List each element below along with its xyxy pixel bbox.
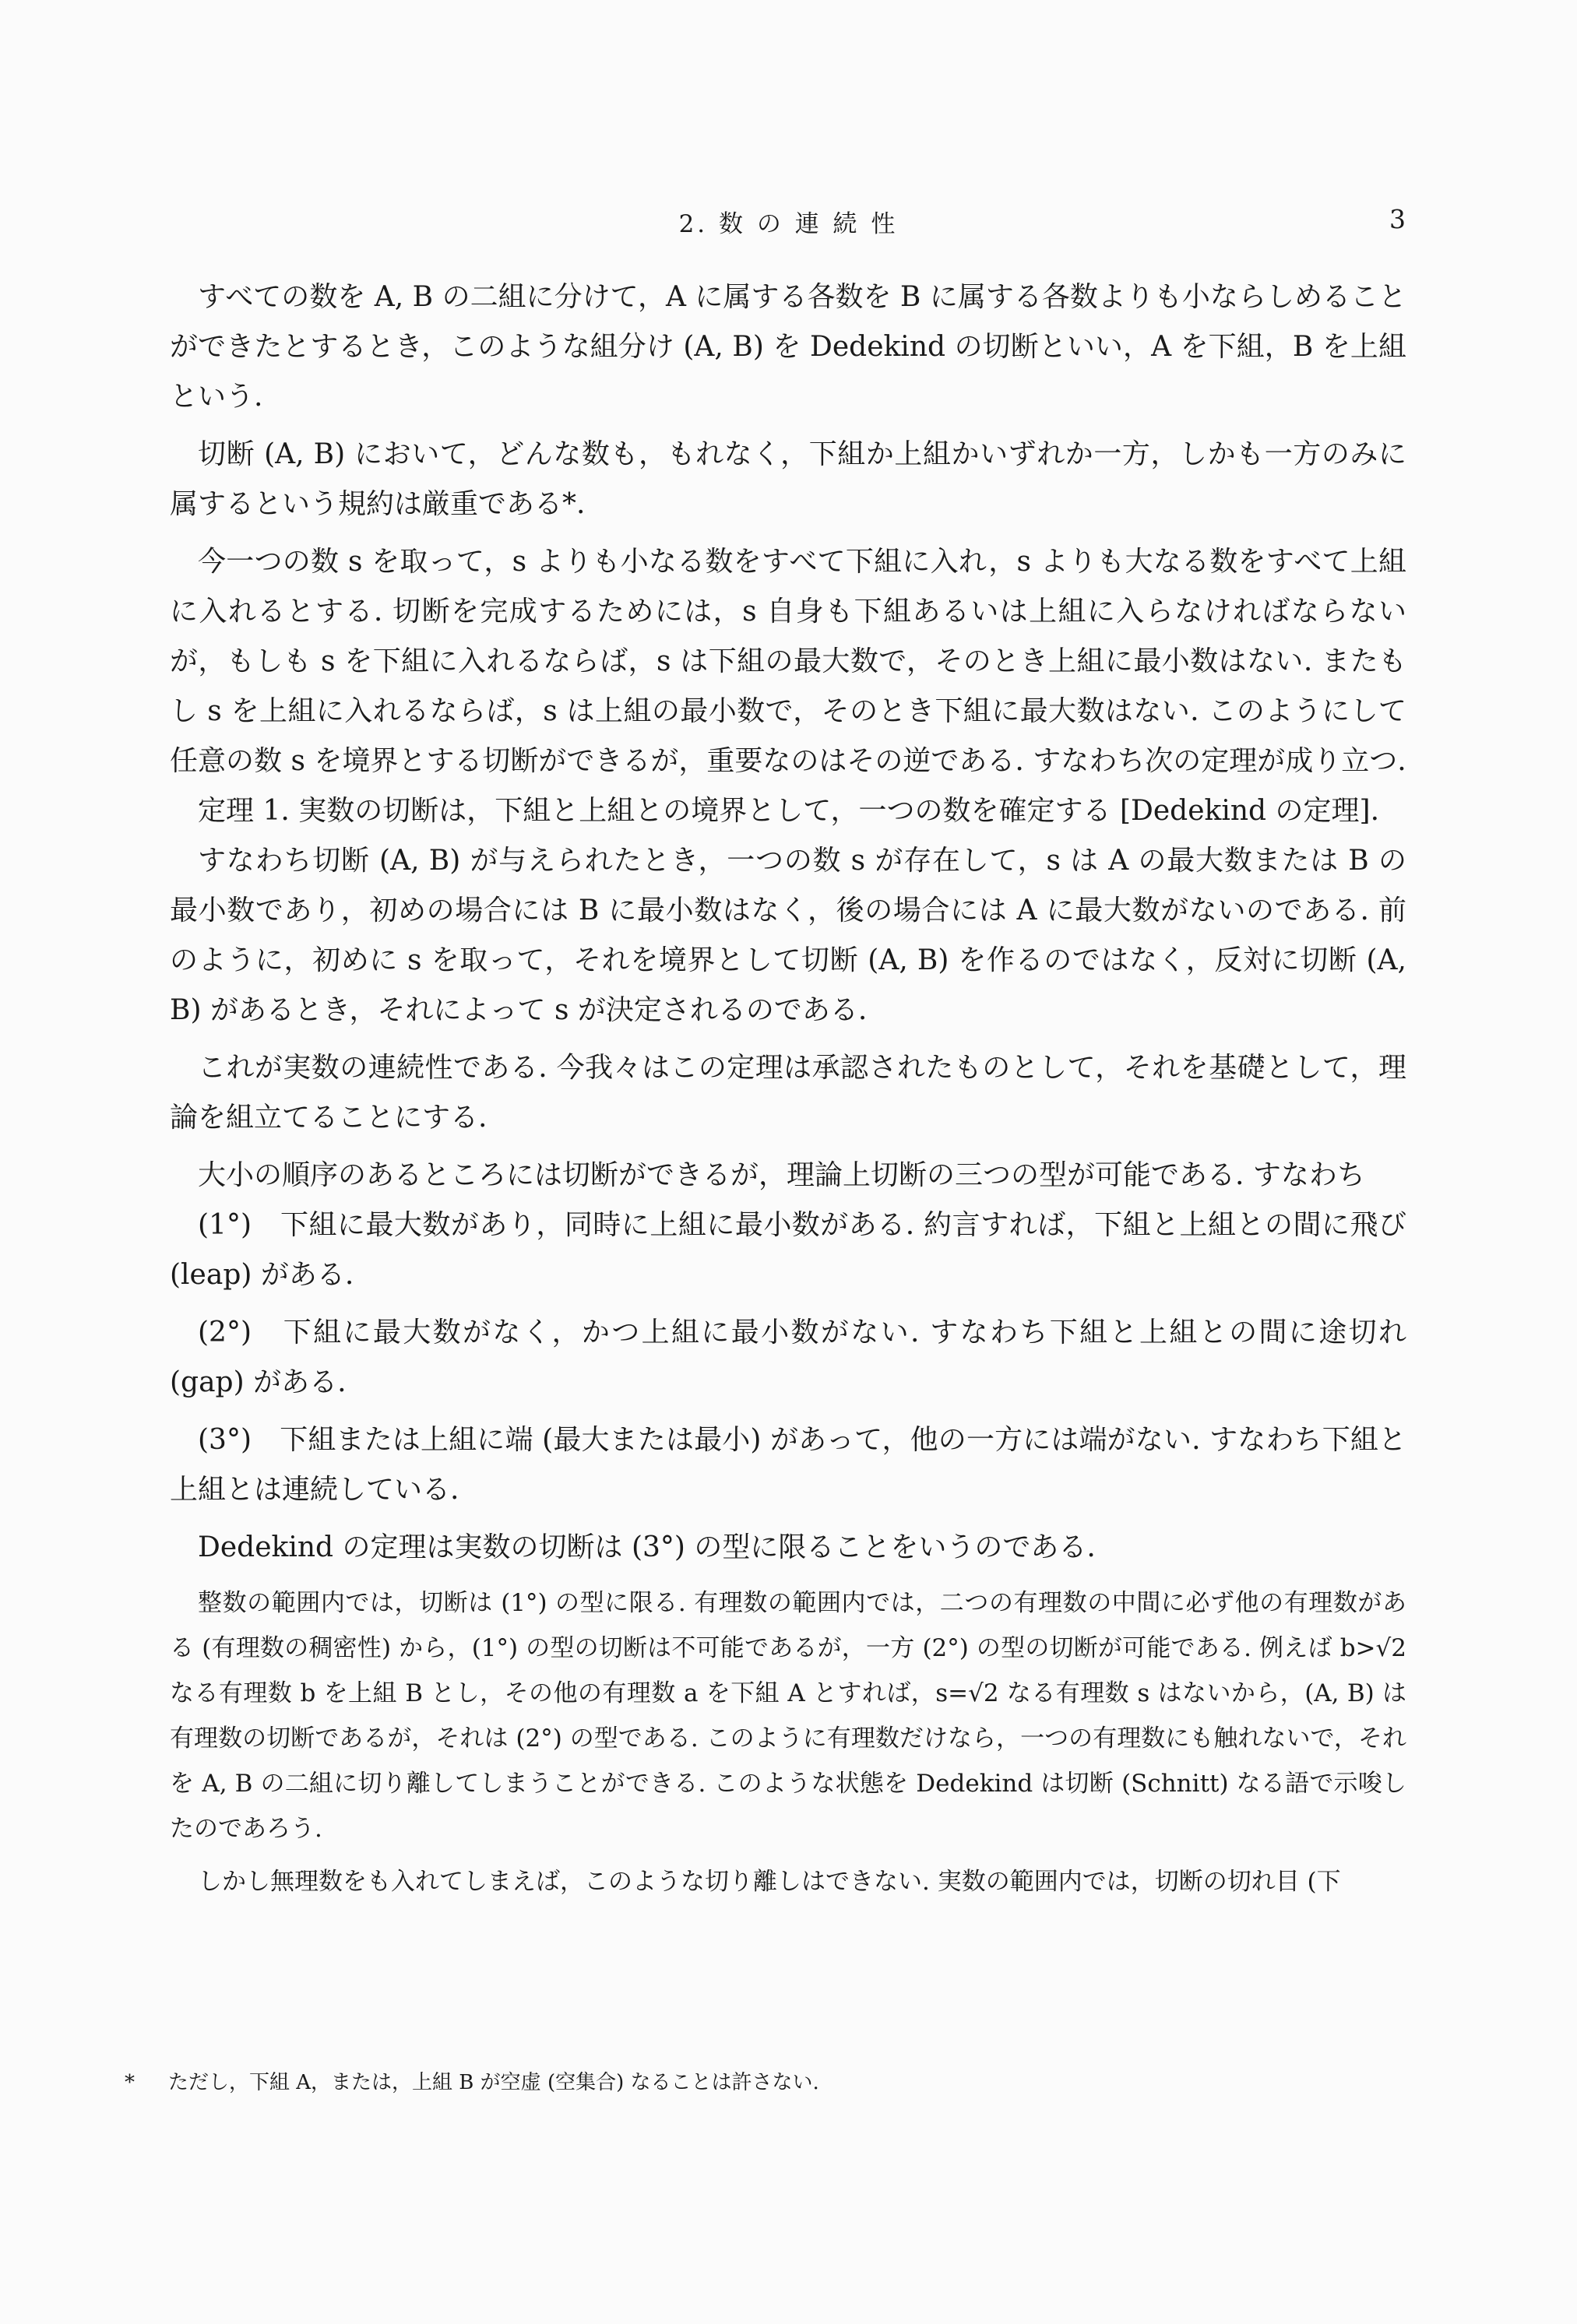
page-header	[0, 204, 1577, 251]
paragraph-dedekind-theorem: Dedekind の定理は実数の切断は (3°) の型に限ることをいうのである.	[198, 1531, 1096, 1563]
page-number: 3	[1389, 204, 1406, 234]
running-head: 2. 数 の 連 続 性	[678, 210, 899, 238]
main-text	[170, 272, 1406, 1904]
paragraph-cut-definition: すべての数を A, B の二組に分けて，A に属する各数を B に属する各数よりも小ならしめることができたとするとき，このような組分け (A, B) を Dedekind の切断といい，A を下組，B を上組という.	[170, 281, 1406, 413]
cut-type-3: (3°) 下組または上組に端 (最大または最小) があって，他の一方には端がない. すなわち下組と上組とは連続している.	[170, 1424, 1406, 1506]
paragraph-theorem-explanation: すなわち切断 (A, B) が与えられたとき，一つの数 s が存在して，s は A の最大数または B の最小数であり，初めの場合には B に最小数はなく，後の場合には A に最大数がないのである. 前のように，初めに s を取って，それを境界として切断 (A, B) を作るのではなく，反対に切断 (A, B) があるとき，それによって s が決定されるのである.	[170, 845, 1406, 1026]
paragraph-cut-rule: 切断 (A, B) において，どんな数も，もれなく，下組か上組かいずれか一方，しかも一方のみに属するという規約は厳重である*.	[170, 438, 1406, 520]
cut-type-1: (1°) 下組に最大数があり，同時に上組に最小数がある. 約言すれば，下組と上組との間に飛び (leap) がある.	[170, 1209, 1406, 1291]
paragraph-irrational-cuts: しかし無理数をも入れてしまえば，このような切り離しはできない. 実数の範囲内では，切断の切れ目 (下	[198, 1868, 1341, 1896]
paragraph-cut-construction: 今一つの数 s を取って，s よりも小なる数をすべて下組に入れ，s よりも大なる数をすべて上組に入れるとする. 切断を完成するためには，s 自身も下組あるいは上組に入らなければならないが，もしも s を下組に入れるならば，s は下組の最大数で，そのとき上組に最小数はない. またもし s を上組に入れるならば，s は上組の最小数で，そのとき下組に最大数はない. このようにして任意の数 s を境界とする切断ができるが，重要なのはその逆である. すなわち次の定理が成り立つ.	[170, 546, 1406, 777]
small-print-section	[170, 1580, 1406, 1904]
theorem-1: 定理 1. 実数の切断は，下組と上組との境界として，一つの数を確定する [Dedekind の定理].	[198, 795, 1380, 827]
footnote	[125, 2067, 1417, 2098]
footnote-mark: *	[125, 2071, 135, 2094]
paragraph-cut-types-intro: 大小の順序のあるところには切断ができるが，理論上切断の三つの型が可能である. すなわち	[198, 1159, 1365, 1191]
cut-type-2: (2°) 下組に最大数がなく，かつ上組に最小数がない. すなわち下組と上組との間に途切れ (gap) がある.	[170, 1317, 1406, 1398]
paragraph-rational-cuts: 整数の範囲内では，切断は (1°) の型に限る. 有理数の範囲内では，二つの有理数の中間に必ず他の有理数がある (有理数の稠密性) から，(1°) の型の切断は不可能であるが，一方 (2°) の型の切断が可能である. 例えば b>√2 なる有理数 b を上組 B とし，その他の有理数 a を下組 A とすれば，s=√2 なる有理数 s はないから，(A, B) は有理数の切断であるが，それは (2°) の型である. このように有理数だけなら，一つの有理数にも触れないで，それを A, B の二組に切り離してしまうことができる. このような状態を Dedekind は切断 (Schnitt) なる語で示唆したのであろう.	[170, 1589, 1406, 1843]
footnote-text: ただし，下組 A，または，上組 B が空虚 (空集合) なることは許さない.	[168, 2071, 819, 2094]
paragraph-continuity: これが実数の連続性である. 今我々はこの定理は承認されたものとして，それを基礎として，理論を組立てることにする.	[170, 1052, 1406, 1134]
